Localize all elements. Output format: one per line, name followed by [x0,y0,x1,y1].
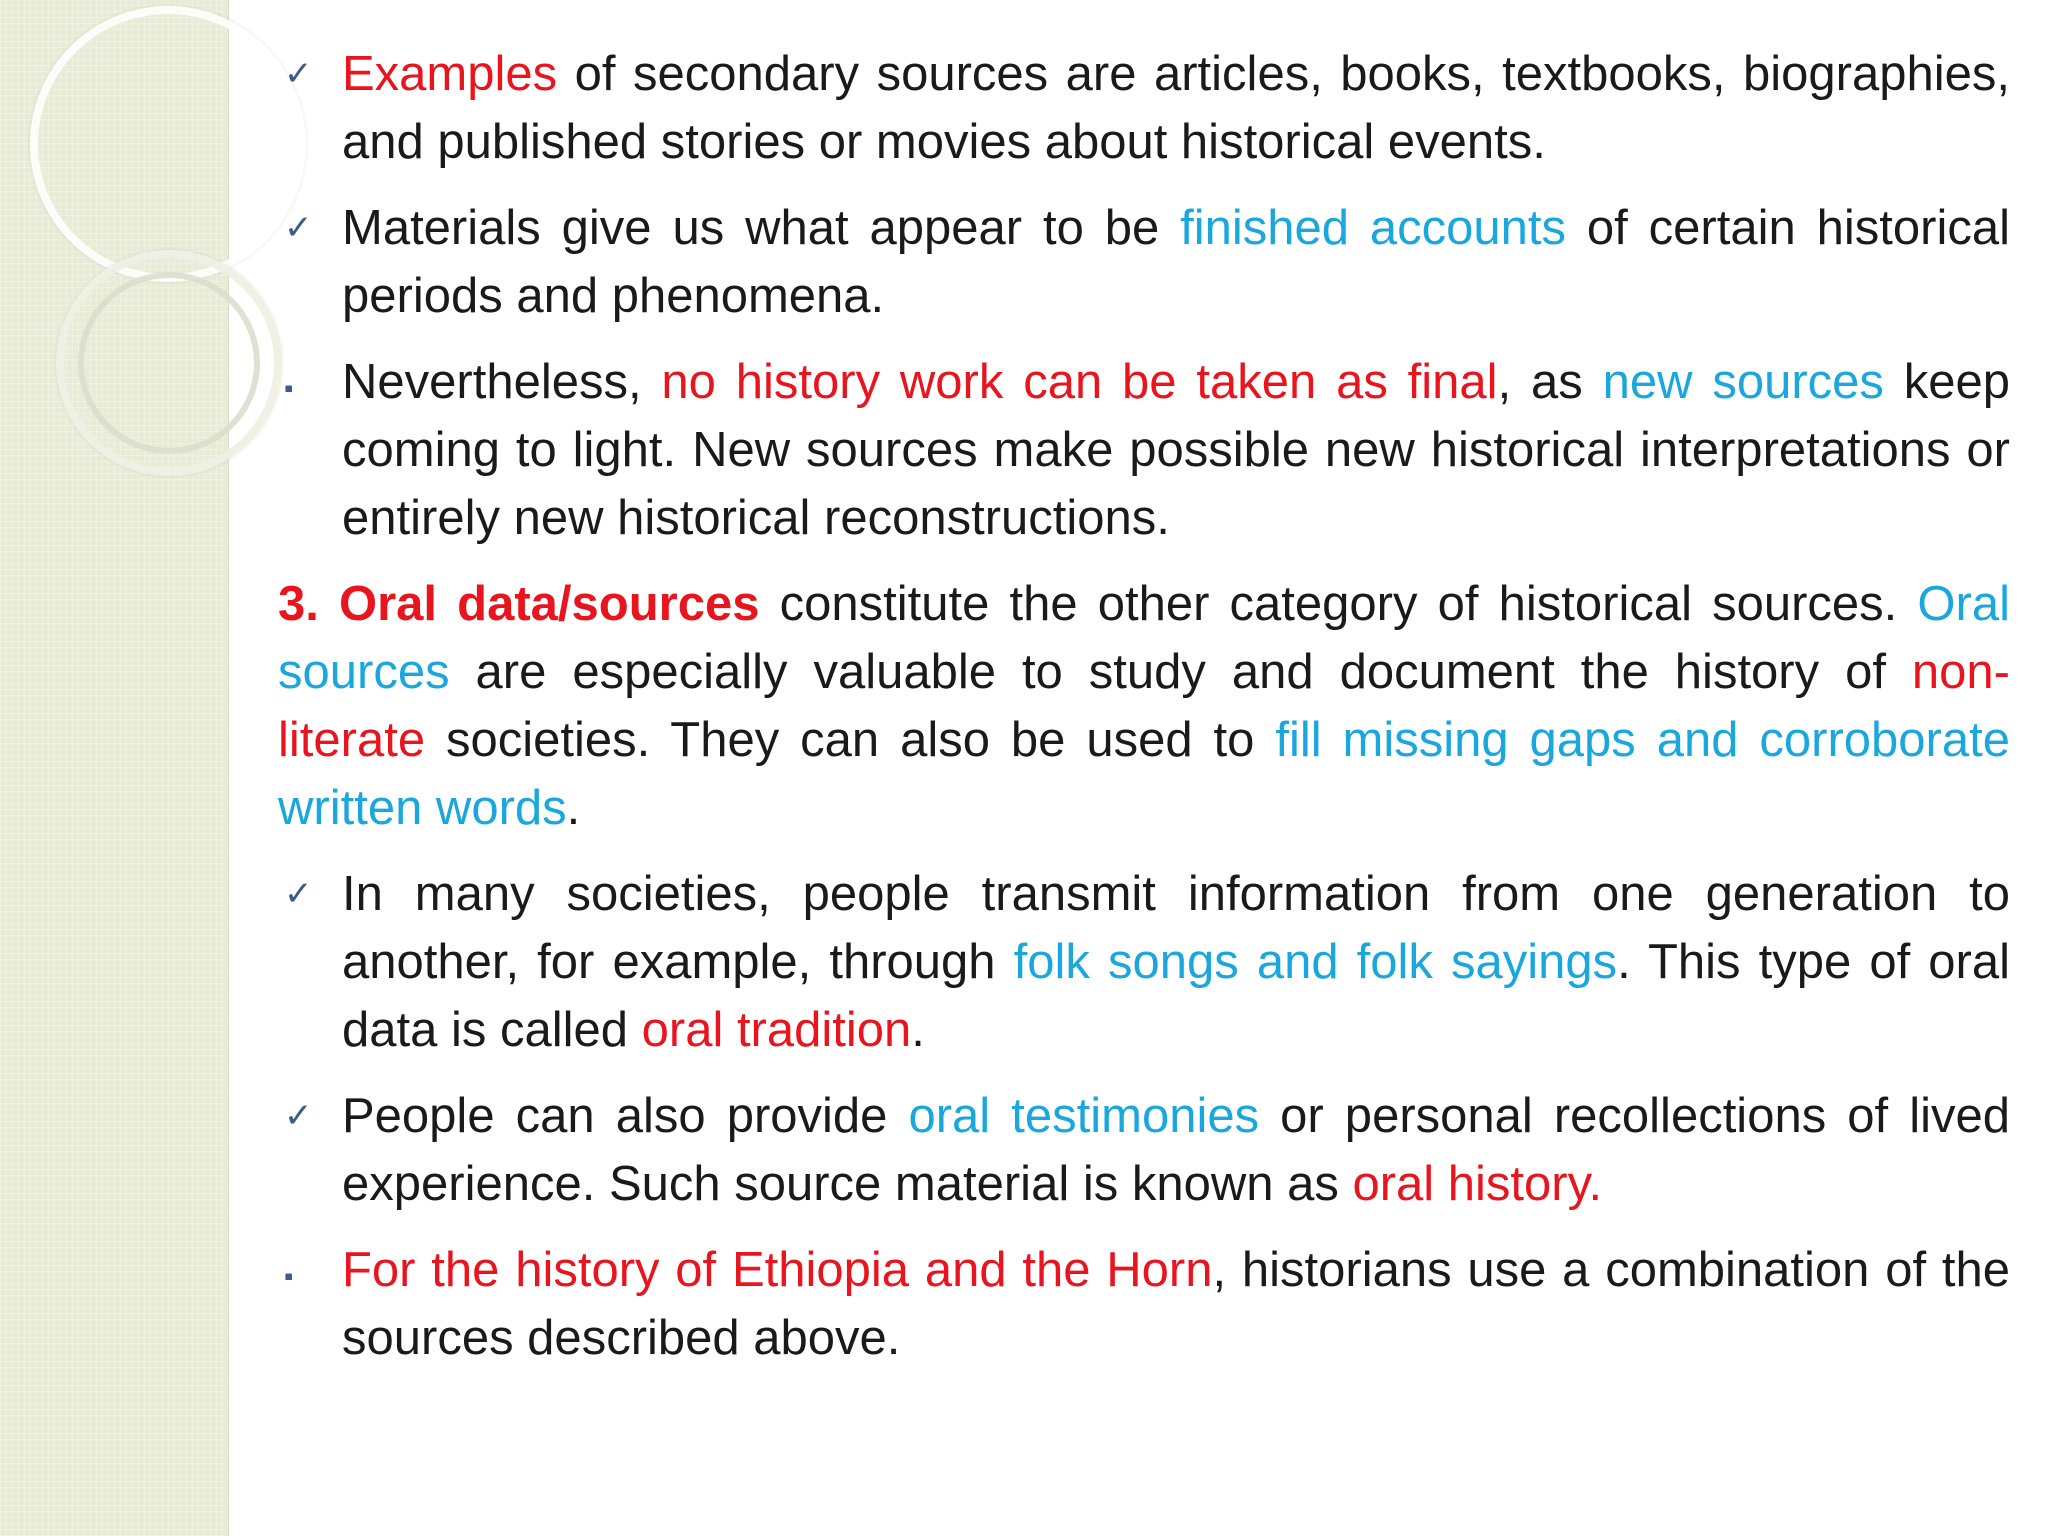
highlighted-text: no history work can be taken as final [661,355,1498,409]
bullet-item [278,1082,2010,1218]
highlighted-text: non-literate [278,645,2010,767]
body-text: In many societies, people transmit information from one generation to another, for example, through [342,867,2010,989]
square-bullet-icon: ▪ [284,1261,294,1291]
checkmark-bullet-icon: ✓ [284,1097,313,1135]
body-text: . [566,781,581,835]
body-text: are especially valuable to study and document the history of [449,645,1912,699]
body-text: or personal recollections of lived experience. Such source material is known as [342,1089,2010,1211]
slide-content [278,40,2010,1390]
body-text: Materials give us what appear to be [342,201,1181,255]
bullet-list-oral-sources [278,860,2010,1372]
highlighted-text: oral tradition [641,1003,912,1057]
body-text: Nevertheless, [342,355,662,409]
highlighted-text: finished accounts [1180,201,1567,255]
highlighted-text: 3. Oral data/sources [278,577,760,631]
bullet-list-secondary-sources [278,40,2010,552]
highlighted-text: new sources [1602,355,1884,409]
body-text: keep coming to light. New sources make possible new historical interpretations or entirely new historical reconstructions. [342,355,2010,545]
highlighted-text: oral testimonies [908,1089,1260,1143]
body-text: constitute the other category of historical sources. [759,577,1918,631]
bullet-item [278,1236,2010,1372]
decorative-ring [56,250,282,476]
body-text: of secondary sources are articles, books, textbooks, biographies, and published stories or movies about historical events. [342,47,2010,169]
highlighted-text: oral history. [1352,1157,1603,1211]
body-text: , as [1497,355,1603,409]
checkmark-bullet-icon: ✓ [284,55,313,93]
body-text: societies. They can also be used to [425,713,1276,767]
body-text: . This type of oral data is called [342,935,2011,1057]
highlighted-text: folk songs and folk sayings [1013,935,1618,989]
bullet-item [278,40,2010,176]
highlighted-text: Oral sources [278,577,2010,699]
oral-sources-paragraph [278,570,2010,842]
checkmark-bullet-icon: ✓ [284,875,313,913]
highlighted-text: fill missing gaps and corroborate written words [278,713,2010,835]
body-text: . [911,1003,925,1057]
square-bullet-icon: ▪ [284,373,294,403]
body-text: of certain historical periods and phenomena. [342,201,2010,323]
bullet-item [278,860,2010,1064]
decorative-side-band [0,0,229,1536]
checkmark-bullet-icon: ✓ [284,209,313,247]
highlighted-text: For the history of Ethiopia and the Horn [342,1243,1213,1297]
bullet-item [278,194,2010,330]
body-text: People can also provide [342,1089,909,1143]
decorative-ring [30,6,306,282]
body-text: , historians use a combination of the sources described above. [342,1243,2010,1365]
highlighted-text: Examples [342,47,558,101]
bullet-item [278,348,2010,552]
